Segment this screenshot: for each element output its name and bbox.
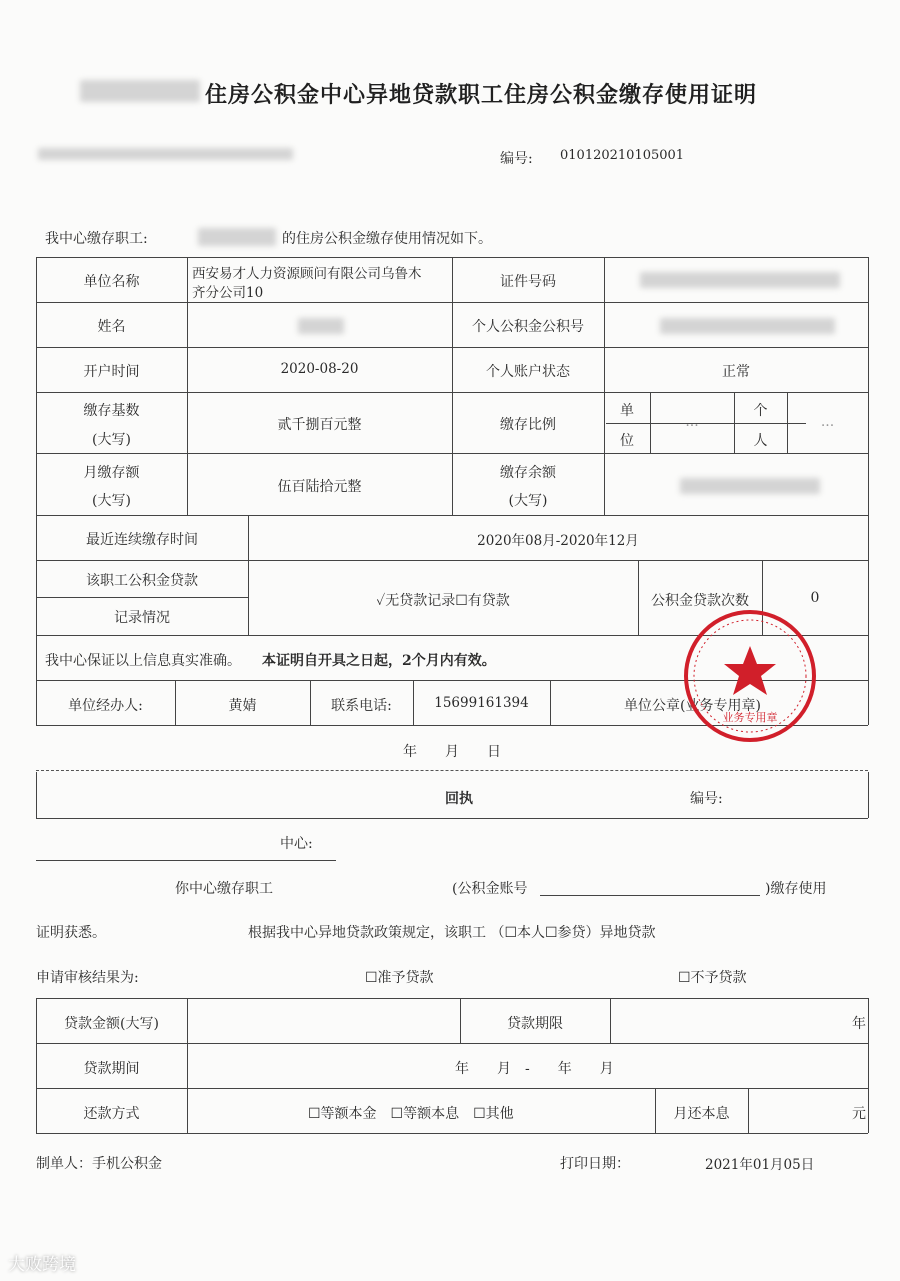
- receipt-line2-a: 证明获悉。: [36, 925, 106, 941]
- grid-line: [36, 1088, 868, 1089]
- receipt-line1-b: (公积金账号: [452, 881, 528, 897]
- handler-label: 单位经办人:: [68, 698, 143, 714]
- date-line: 年 月 日: [403, 744, 501, 760]
- redacted-balance: [680, 478, 820, 494]
- grid-line: [36, 1043, 868, 1044]
- official-seal-stamp: [680, 606, 820, 746]
- grid-line: [36, 818, 868, 819]
- loan-count-value: 0: [810, 590, 820, 606]
- loan-count-label: 公积金贷款次数: [651, 593, 749, 609]
- approve-option[interactable]: ☐准予贷款: [365, 970, 434, 986]
- ratio-person-value: ...: [820, 414, 835, 430]
- base-label-uppercase: (大写): [92, 432, 131, 448]
- grid-line: [36, 772, 37, 818]
- ratio-unit-char2: 位: [620, 433, 634, 449]
- account-underline: [540, 895, 760, 896]
- receipt-title: 回执: [445, 791, 473, 807]
- redacted-employee-name: [198, 228, 276, 246]
- ratio-unit-char1: 单: [620, 403, 634, 419]
- center-underline: [36, 860, 336, 861]
- grid-line: [868, 998, 869, 1133]
- grid-line: [868, 772, 869, 818]
- print-date-label: 打印日期：: [560, 1156, 630, 1172]
- id-number-label: 证件号码: [500, 274, 556, 290]
- grid-line: [36, 998, 868, 999]
- page-title: 住房公积金中心异地贷款职工住房公积金缴存使用证明: [205, 82, 758, 108]
- receipt-no-label: 编号:: [690, 791, 723, 807]
- loan-period-label: 贷款期间: [83, 1061, 140, 1077]
- redacted-personal-no: [660, 318, 835, 334]
- redacted-city: [80, 80, 200, 102]
- receipt-center-label: 中心:: [280, 836, 313, 852]
- serial-value: 010120210105001: [560, 148, 685, 163]
- grid-line: [748, 1088, 749, 1133]
- receipt-line1-a: 你中心缴存职工: [175, 881, 273, 897]
- base-label: 缴存基数: [83, 403, 140, 419]
- receipt-line1-c: )缴存使用: [765, 881, 827, 897]
- ratio-person-char2: 人: [753, 433, 768, 449]
- loan-record-label: 该职工公积金贷款: [86, 573, 198, 589]
- unit-name-value-line2: 齐分公司10: [192, 285, 264, 301]
- validity-text: 本证明自开具之日起，2个月内有效。: [262, 653, 496, 669]
- account-status-label: 个人账户状态: [486, 364, 570, 380]
- unit-name-value-line1: 西安易才人力资源顾问有限公司乌鲁木: [192, 266, 422, 282]
- watermark: 大败跨境: [8, 1255, 76, 1275]
- intro-prefix: 我中心缴存职工:: [45, 231, 148, 247]
- handler-value: 黄婧: [228, 698, 257, 714]
- grid-line: [36, 1133, 868, 1134]
- seal-bottom-text: 业务专用章: [722, 711, 778, 724]
- ratio-person-char1: 个: [753, 403, 768, 419]
- grid-line: [868, 257, 869, 725]
- grid-line: [36, 597, 248, 598]
- account-status-value: 正常: [722, 364, 750, 380]
- loan-period-value: 年 月 - 年 月: [455, 1061, 614, 1077]
- monthly-label: 月缴存额: [83, 465, 140, 481]
- grid-line: [36, 515, 868, 516]
- receipt-line2-b: 根据我中心异地贷款政策规定，该职工 （☐本人☐参贷）异地贷款: [248, 925, 656, 941]
- open-date-value: 2020-08-20: [280, 361, 359, 377]
- monthly-label-uppercase: (大写): [92, 493, 131, 509]
- grid-line: [610, 998, 611, 1043]
- serial-label: 编号:: [500, 151, 533, 167]
- grid-line: [604, 257, 605, 515]
- repay-options[interactable]: ☐等额本金 ☐等额本息 ☐其他: [308, 1106, 514, 1122]
- guarantee-text: 我中心保证以上信息真实准确。: [45, 653, 241, 669]
- ratio-unit-value: ...: [685, 414, 699, 430]
- phone-label: 联系电话:: [331, 698, 392, 714]
- loan-amount-label: 贷款金额(大写): [64, 1016, 159, 1032]
- reject-option[interactable]: ☐不予贷款: [678, 970, 747, 986]
- phone-value: 15699161394: [434, 695, 529, 711]
- monthly-repay-label: 月还本息: [673, 1106, 730, 1122]
- grid-line: [187, 998, 188, 1133]
- grid-line: [36, 560, 868, 561]
- base-value: 贰千捌百元整: [277, 417, 362, 433]
- maker-label: 制单人：手机公积金: [36, 1156, 162, 1172]
- loan-term-unit: 年: [852, 1016, 866, 1032]
- print-date-value: 2021年01月05日: [705, 1157, 815, 1173]
- monthly-value: 伍百陆拾元整: [277, 479, 362, 495]
- personal-no-label: 个人公积金公积号: [472, 319, 584, 335]
- balance-label: 缴存余额: [500, 465, 556, 481]
- recent-value: 2020年08月-2020年12月: [477, 533, 639, 549]
- redacted-header-text: [38, 148, 293, 160]
- ratio-label: 缴存比例: [500, 417, 556, 433]
- balance-label-uppercase: (大写): [508, 493, 548, 509]
- repay-method-label: 还款方式: [83, 1106, 140, 1122]
- loan-record-label-line2: 记录情况: [114, 610, 170, 626]
- seal-label: 单位公章(业务专用章): [624, 698, 761, 714]
- recent-label: 最近连续缴存时间: [86, 532, 198, 548]
- loan-record-value: ✓无贷款记录☐有贷款: [376, 593, 510, 609]
- monthly-repay-unit: 元: [852, 1106, 866, 1122]
- name-label: 姓名: [97, 319, 126, 335]
- tear-off-line: [36, 770, 868, 771]
- redacted-name: [298, 318, 344, 334]
- intro-suffix: 的住房公积金缴存使用情况如下。: [282, 231, 492, 247]
- result-label: 申请审核结果为:: [36, 970, 139, 986]
- redacted-id-number: [640, 272, 840, 288]
- grid-line: [550, 680, 551, 725]
- open-date-label: 开户时间: [83, 364, 140, 380]
- loan-term-label: 贷款期限: [507, 1016, 563, 1032]
- unit-name-label: 单位名称: [83, 274, 140, 290]
